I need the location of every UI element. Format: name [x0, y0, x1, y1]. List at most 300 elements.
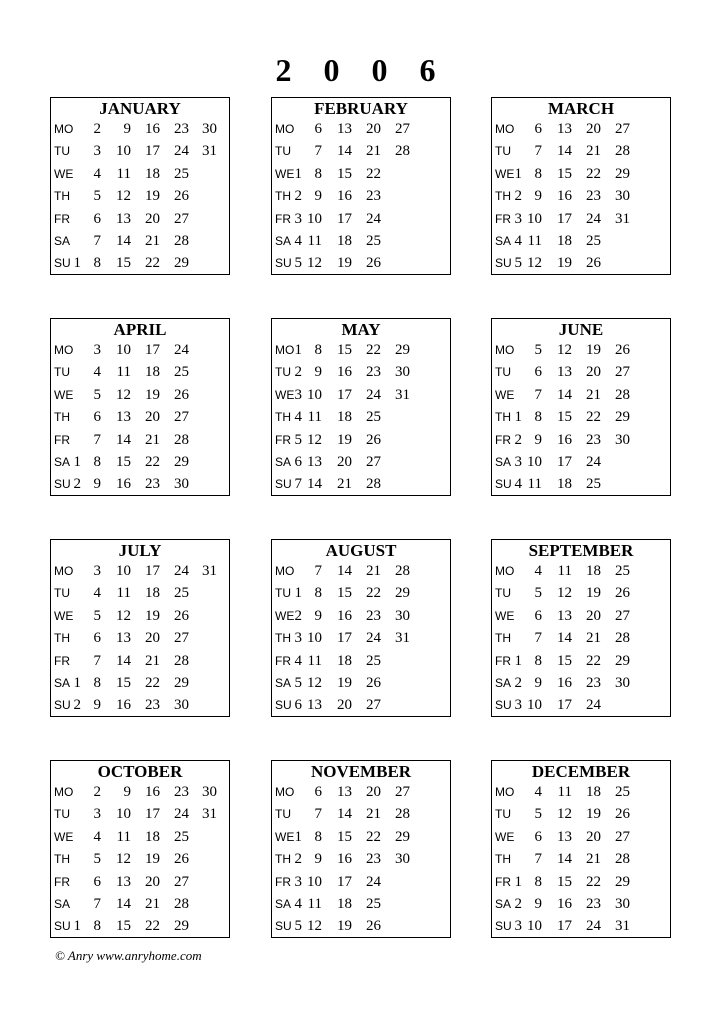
day-number: 29 [395, 342, 410, 358]
day-number: 19 [145, 607, 160, 624]
weekday-label: SA [275, 897, 292, 911]
weekday-label: WE [54, 829, 74, 844]
day-number: 17 [145, 563, 160, 579]
weekday-label: TU [275, 365, 291, 380]
weekday-row [272, 361, 472, 383]
day-number: 6 [93, 210, 101, 227]
day-number: 3 [514, 210, 522, 227]
day-number: 30 [615, 188, 630, 205]
day-number: 25 [174, 828, 189, 845]
day-number: 6 [93, 630, 101, 647]
day-number: 10 [116, 563, 131, 579]
day-number: 7 [294, 476, 302, 493]
copyright-footer: © Anry www.anryhome.com [55, 948, 202, 963]
day-number: 6 [93, 873, 101, 890]
day-number: 22 [586, 165, 601, 182]
month-name: AUGUST [325, 541, 397, 560]
day-number: 2 [514, 431, 522, 448]
day-number: 25 [586, 476, 601, 493]
weekday-row [51, 871, 251, 893]
day-number: 9 [534, 896, 542, 912]
day-number: 29 [395, 585, 410, 602]
day-number: 21 [366, 143, 381, 160]
day-number: 28 [615, 143, 630, 160]
weekday-row [51, 230, 251, 252]
day-number: 9 [534, 431, 542, 448]
day-number: 29 [395, 828, 410, 845]
month-november [271, 760, 451, 938]
day-number: 8 [534, 873, 542, 890]
weekday-label: SU [495, 919, 512, 934]
day-number: 21 [337, 476, 352, 493]
day-number: 7 [93, 431, 101, 448]
day-number: 19 [586, 342, 601, 358]
weekday-row [492, 582, 692, 604]
day-number: 30 [615, 675, 630, 691]
day-number: 17 [557, 210, 572, 227]
day-number: 1 [294, 342, 302, 358]
weekday-label: MO [275, 343, 295, 357]
day-number: 17 [337, 873, 352, 890]
month-name: DECEMBER [531, 762, 631, 781]
day-number: 9 [93, 476, 101, 493]
day-number: 24 [586, 454, 601, 470]
weekday-label: TH [54, 631, 70, 646]
weekday-row [492, 781, 692, 803]
weekday-label: MO [275, 122, 295, 136]
day-number: 16 [557, 675, 572, 691]
day-number: 18 [337, 233, 352, 249]
day-number: 24 [366, 210, 381, 227]
weekday-label: FR [275, 653, 291, 668]
weekday-label: WE [495, 829, 515, 844]
weekday-row [51, 473, 251, 495]
day-number: 14 [116, 233, 131, 249]
month-name: APRIL [113, 320, 167, 339]
day-number: 29 [615, 873, 630, 890]
day-number: 24 [174, 342, 189, 358]
day-number: 14 [116, 896, 131, 912]
day-number: 30 [174, 476, 189, 493]
weekday-label: MO [54, 564, 74, 578]
day-number: 14 [557, 143, 572, 160]
day-number: 23 [586, 431, 601, 448]
day-number: 11 [307, 896, 322, 912]
weekday-row [492, 915, 692, 937]
day-number: 28 [395, 563, 410, 579]
weekday-label: TU [54, 586, 70, 601]
day-number: 4 [514, 233, 522, 249]
day-number: 13 [337, 784, 352, 800]
day-number: 25 [366, 409, 381, 426]
weekday-row [51, 605, 251, 627]
weekday-row [51, 803, 251, 825]
day-number: 10 [527, 697, 542, 714]
day-number: 30 [395, 851, 410, 868]
weekday-row [492, 185, 692, 207]
weekday-label: SU [495, 477, 512, 492]
day-number: 19 [337, 918, 352, 935]
day-number: 4 [534, 784, 542, 800]
weekday-row [51, 893, 251, 915]
weekday-row [492, 140, 692, 162]
day-number: 25 [174, 165, 189, 182]
day-number: 20 [366, 121, 381, 137]
day-number: 29 [615, 165, 630, 182]
day-number: 15 [337, 165, 352, 182]
day-number: 20 [337, 697, 352, 714]
day-number: 23 [145, 476, 160, 493]
day-number: 3 [93, 563, 101, 579]
weekday-row [492, 803, 692, 825]
weekday-row [272, 826, 472, 848]
day-number: 28 [615, 630, 630, 647]
weekday-row [272, 339, 472, 361]
day-number: 24 [366, 873, 381, 890]
weekday-label: FR [275, 874, 291, 889]
month-name: JULY [118, 541, 162, 560]
day-number: 11 [116, 585, 131, 602]
day-number: 12 [527, 255, 542, 272]
month-march [491, 97, 671, 275]
day-number: 25 [174, 585, 189, 602]
day-number: 2 [294, 188, 302, 205]
day-number: 28 [174, 233, 189, 249]
day-number: 26 [586, 255, 601, 272]
day-number: 24 [366, 386, 381, 403]
day-number: 17 [557, 697, 572, 714]
weekday-label: TU [495, 144, 511, 159]
weekday-label: TU [495, 807, 511, 822]
weekday-row [51, 140, 251, 162]
weekday-label: TU [54, 365, 70, 380]
day-number: 9 [534, 188, 542, 205]
calendar-year-title: 2 0 0 6 [275, 52, 448, 88]
day-number: 23 [586, 188, 601, 205]
weekday-row [492, 406, 692, 428]
day-number: 9 [123, 121, 131, 137]
weekday-label: TH [275, 631, 291, 646]
day-number: 27 [615, 607, 630, 624]
day-number: 14 [116, 431, 131, 448]
day-number: 10 [116, 342, 131, 358]
weekday-label: SA [495, 676, 512, 690]
weekday-row [492, 826, 692, 848]
day-number: 12 [116, 851, 131, 868]
day-number: 23 [145, 697, 160, 714]
weekday-row [272, 384, 472, 406]
day-number: 11 [527, 233, 542, 249]
day-number: 18 [337, 652, 352, 669]
day-number: 12 [116, 188, 131, 205]
day-number: 16 [557, 896, 572, 912]
weekday-label: FR [495, 874, 511, 889]
day-number: 15 [337, 342, 352, 358]
weekday-row [51, 451, 251, 473]
weekday-label: SU [54, 919, 71, 934]
weekday-row [492, 560, 692, 582]
month-name: JANUARY [99, 99, 181, 118]
weekday-label: SU [275, 477, 292, 492]
day-number: 27 [615, 121, 630, 137]
weekday-row [51, 781, 251, 803]
day-number: 10 [527, 918, 542, 935]
weekday-row [272, 451, 472, 473]
day-number: 15 [337, 828, 352, 845]
day-number: 20 [366, 784, 381, 800]
day-number: 23 [366, 607, 381, 624]
day-number: 17 [145, 342, 160, 358]
weekday-row [492, 893, 692, 915]
day-number: 21 [586, 630, 601, 647]
day-number: 18 [145, 364, 160, 381]
day-number: 11 [557, 784, 572, 800]
weekday-label: TH [54, 189, 70, 204]
day-number: 24 [586, 697, 601, 714]
day-number: 28 [615, 386, 630, 403]
weekday-row [51, 650, 251, 672]
day-number: 30 [395, 607, 410, 624]
day-number: 14 [557, 630, 572, 647]
day-number: 14 [116, 652, 131, 669]
weekday-label: MO [495, 564, 515, 578]
weekday-row [51, 694, 251, 716]
day-number: 3 [93, 143, 101, 160]
weekday-row [272, 208, 472, 230]
day-number: 4 [534, 563, 542, 579]
day-number: 1 [294, 828, 302, 845]
day-number: 26 [366, 431, 381, 448]
weekday-row [51, 672, 251, 694]
day-number: 9 [314, 851, 322, 868]
weekday-label: MO [54, 785, 74, 799]
month-name: JUNE [558, 320, 604, 339]
day-number: 28 [174, 431, 189, 448]
day-number: 24 [586, 210, 601, 227]
day-number: 18 [557, 476, 572, 493]
day-number: 16 [337, 188, 352, 205]
weekday-row [492, 694, 692, 716]
day-number: 5 [514, 255, 522, 272]
weekday-label: WE [275, 608, 295, 623]
weekday-label: WE [495, 387, 515, 402]
month-name: MARCH [547, 99, 615, 118]
day-number: 3 [294, 630, 302, 647]
day-number: 13 [116, 210, 131, 227]
day-number: 16 [557, 431, 572, 448]
day-number: 15 [116, 675, 131, 691]
day-number: 18 [145, 165, 160, 182]
day-number: 11 [307, 233, 322, 249]
weekday-row [492, 605, 692, 627]
day-number: 2 [73, 476, 81, 493]
day-number: 21 [145, 233, 160, 249]
weekday-row [272, 473, 472, 495]
weekday-row [51, 560, 251, 582]
month-february [271, 97, 451, 275]
day-number: 30 [202, 121, 217, 137]
weekday-row [272, 252, 472, 274]
weekday-row [492, 163, 692, 185]
day-number: 26 [174, 851, 189, 868]
day-number: 7 [93, 896, 101, 912]
day-number: 14 [557, 386, 572, 403]
day-number: 3 [514, 697, 522, 714]
day-number: 5 [534, 342, 542, 358]
day-number: 28 [174, 896, 189, 912]
day-number: 12 [307, 918, 322, 935]
day-number: 1 [514, 165, 522, 182]
day-number: 3 [294, 210, 302, 227]
day-number: 2 [514, 675, 522, 691]
day-number: 24 [366, 630, 381, 647]
month-april [50, 318, 230, 496]
weekday-label: SU [495, 256, 512, 271]
month-august [271, 539, 451, 717]
day-number: 13 [116, 630, 131, 647]
weekday-label: SA [54, 455, 71, 469]
day-number: 13 [337, 121, 352, 137]
day-number: 22 [366, 585, 381, 602]
day-number: 1 [294, 165, 302, 182]
day-number: 6 [294, 697, 302, 714]
day-number: 30 [395, 364, 410, 381]
day-number: 2 [294, 364, 302, 381]
day-number: 8 [93, 675, 101, 691]
day-number: 21 [586, 386, 601, 403]
day-number: 6 [534, 828, 542, 845]
day-number: 29 [615, 409, 630, 426]
day-number: 8 [314, 342, 322, 358]
day-number: 5 [294, 675, 302, 691]
month-january [50, 97, 230, 275]
day-number: 8 [314, 828, 322, 845]
weekday-label: TH [275, 852, 291, 867]
month-july [50, 539, 230, 717]
day-number: 5 [93, 188, 101, 205]
day-number: 2 [294, 851, 302, 868]
weekday-label: TH [54, 410, 70, 425]
weekday-label: FR [495, 653, 511, 668]
day-number: 17 [145, 143, 160, 160]
day-number: 21 [586, 143, 601, 160]
weekday-row [272, 893, 472, 915]
weekday-label: TH [495, 631, 511, 646]
weekday-row [272, 871, 472, 893]
day-number: 13 [557, 607, 572, 624]
day-number: 26 [366, 255, 381, 272]
day-number: 26 [174, 386, 189, 403]
weekday-row [492, 848, 692, 870]
weekday-label: SA [275, 676, 292, 690]
day-number: 15 [337, 585, 352, 602]
day-number: 2 [294, 607, 302, 624]
weekday-row [272, 694, 472, 716]
day-number: 9 [93, 697, 101, 714]
day-number: 21 [366, 563, 381, 579]
day-number: 15 [557, 873, 572, 890]
day-number: 1 [73, 255, 81, 272]
day-number: 6 [534, 607, 542, 624]
day-number: 10 [307, 210, 322, 227]
day-number: 27 [395, 121, 410, 137]
day-number: 5 [534, 806, 542, 823]
day-number: 18 [337, 896, 352, 912]
weekday-label: TU [275, 144, 291, 159]
day-number: 10 [527, 454, 542, 470]
day-number: 18 [145, 828, 160, 845]
day-number: 21 [145, 431, 160, 448]
day-number: 13 [557, 364, 572, 381]
day-number: 27 [174, 873, 189, 890]
day-number: 4 [93, 165, 101, 182]
weekday-row [272, 915, 472, 937]
day-number: 27 [366, 697, 381, 714]
day-number: 12 [116, 607, 131, 624]
day-number: 26 [615, 342, 630, 358]
weekday-label: SA [275, 455, 292, 469]
day-number: 20 [586, 121, 601, 137]
weekday-label: SU [54, 256, 71, 271]
day-number: 11 [116, 165, 131, 182]
day-number: 7 [534, 851, 542, 868]
day-number: 5 [294, 255, 302, 272]
day-number: 1 [73, 675, 81, 691]
day-number: 27 [615, 828, 630, 845]
day-number: 4 [294, 409, 302, 426]
day-number: 12 [307, 675, 322, 691]
day-number: 4 [93, 585, 101, 602]
weekday-label: SA [54, 234, 71, 248]
day-number: 1 [514, 873, 522, 890]
day-number: 20 [337, 454, 352, 470]
day-number: 24 [586, 918, 601, 935]
day-number: 22 [366, 342, 381, 358]
day-number: 6 [534, 121, 542, 137]
day-number: 10 [307, 873, 322, 890]
day-number: 23 [366, 188, 381, 205]
weekday-label: SA [275, 234, 292, 248]
day-number: 26 [366, 918, 381, 935]
weekday-label: FR [54, 653, 70, 668]
weekday-row [51, 627, 251, 649]
weekday-label: WE [495, 608, 515, 623]
day-number: 28 [395, 806, 410, 823]
weekday-row [492, 339, 692, 361]
day-number: 22 [366, 165, 381, 182]
day-number: 1 [514, 652, 522, 669]
day-number: 7 [534, 386, 542, 403]
day-number: 17 [337, 210, 352, 227]
weekday-label: TH [54, 852, 70, 867]
day-number: 17 [557, 454, 572, 470]
day-number: 26 [174, 607, 189, 624]
weekday-row [492, 672, 692, 694]
weekday-row [272, 582, 472, 604]
day-number: 25 [586, 233, 601, 249]
weekday-row [492, 252, 692, 274]
day-number: 2 [93, 784, 101, 800]
month-september [491, 539, 671, 717]
day-number: 23 [366, 851, 381, 868]
weekday-label: WE [275, 387, 295, 402]
weekday-label: SU [495, 698, 512, 713]
weekday-label: TH [495, 852, 511, 867]
weekday-label: TU [495, 586, 511, 601]
weekday-label: MO [275, 564, 295, 578]
day-number: 27 [395, 784, 410, 800]
day-number: 15 [116, 255, 131, 272]
